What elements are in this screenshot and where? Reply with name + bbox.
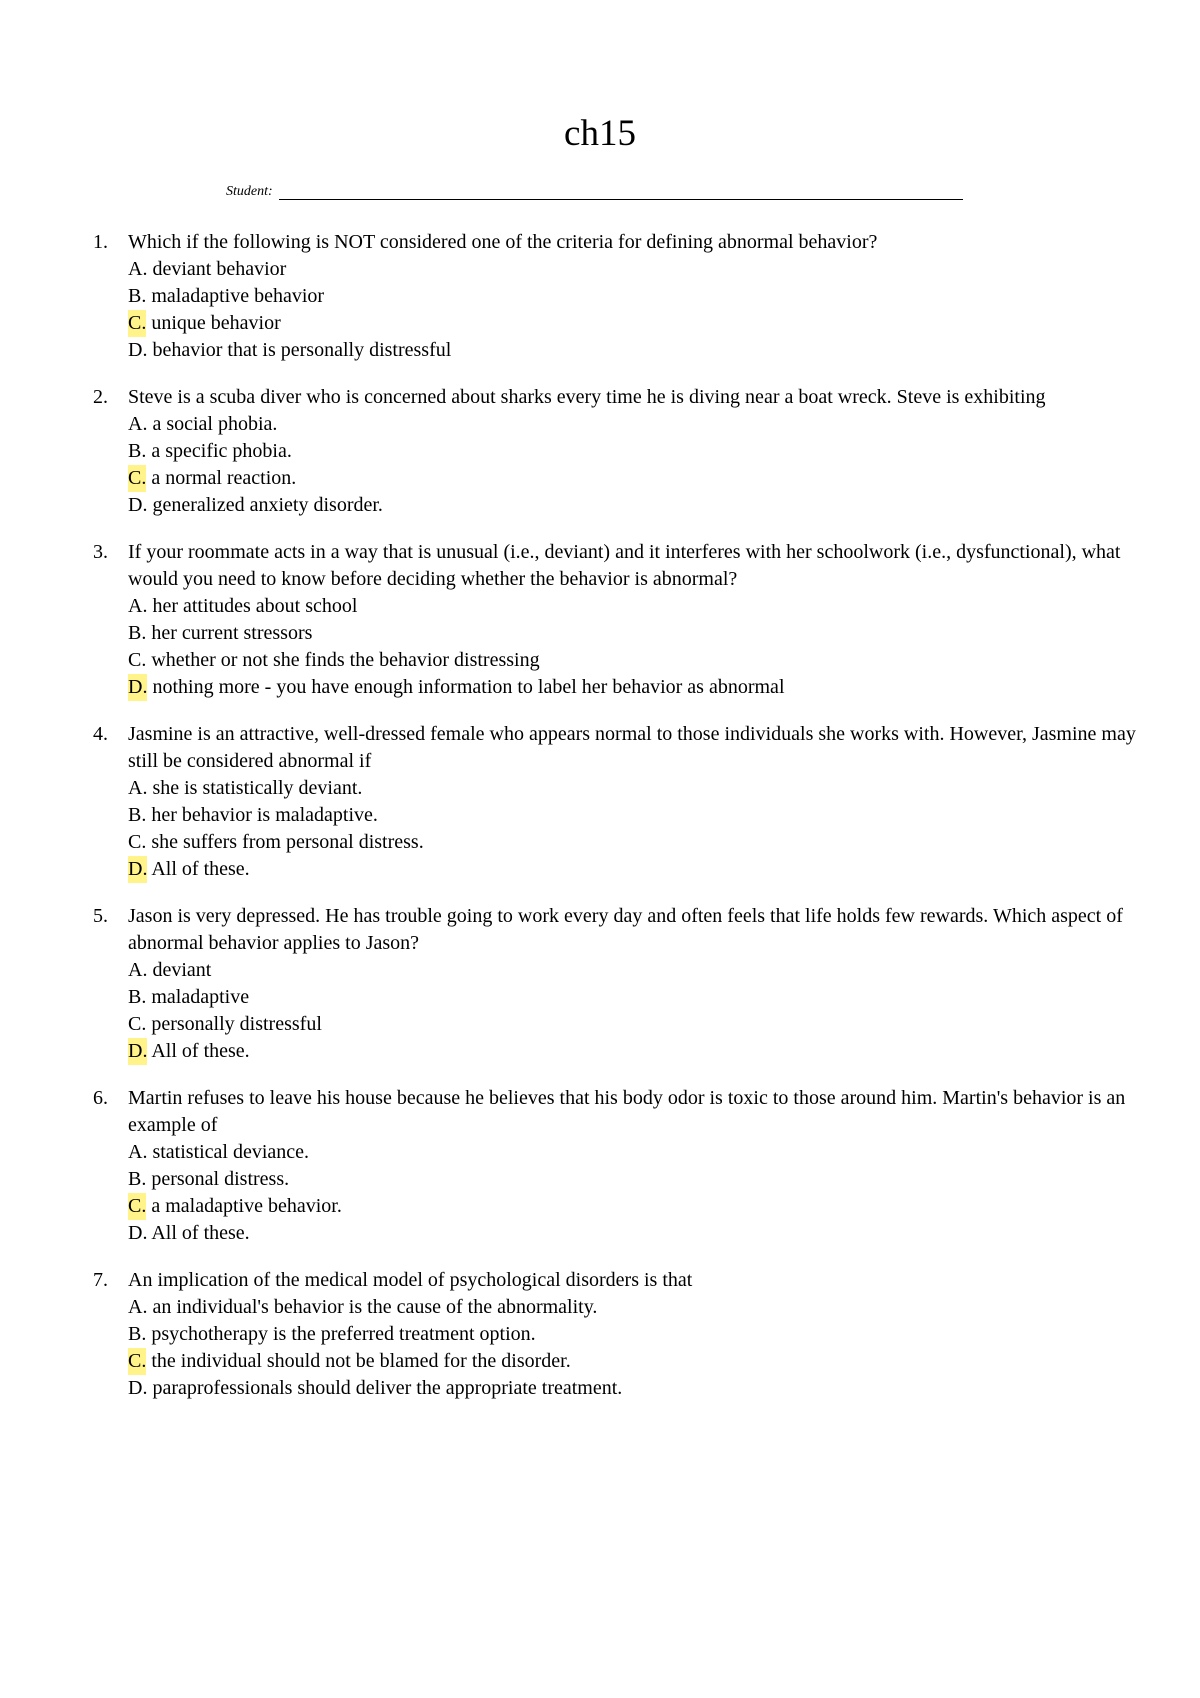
answer-letter: A. [128,1141,148,1163]
question-number: 6. [93,1087,108,1109]
answer-text: All of these. [151,1040,250,1062]
page-title: ch15 [564,113,636,154]
answer-text: All of these. [151,1222,250,1244]
answer-letter: B. [128,1168,147,1190]
answer-text: nothing more - you have enough information to label her behavior as abnormal [152,676,785,698]
question-stem: Steve is a scuba diver who is concerned about sharks every time he is diving near a boat wreck. Steve is exhibiting [128,386,1046,408]
question-stem: Which if the following is NOT considered one of the criteria for defining abnormal behavior? [128,231,878,253]
answer-option [128,1294,1138,1321]
answer-letter: D. [128,1222,148,1244]
question-number: 7. [93,1269,108,1291]
answer-text: an individual's behavior is the cause of the abnormality. [152,1296,598,1318]
answer-text: personally distressful [151,1013,322,1035]
question-body [128,1267,1138,1402]
question-list [60,229,1140,1422]
answer-text: a specific phobia. [151,440,292,462]
answer-option [128,337,1138,364]
answer-option [128,856,1138,883]
student-name-blank[interactable] [279,185,963,200]
question-body [128,903,1138,1065]
answer-letter: B. [128,1323,147,1345]
answer-option [128,1166,1138,1193]
answer-option [128,411,1138,438]
answer-text: the individual should not be blamed for the disorder. [151,1350,571,1372]
answer-option [128,1139,1138,1166]
correct-answer-letter: C. [128,1348,146,1375]
answer-letter: D. [128,1377,148,1399]
answer-text: personal distress. [151,1168,290,1190]
answer-text: she suffers from personal distress. [151,831,424,853]
correct-answer-letter: C. [128,1193,146,1220]
answer-letter: A. [128,258,148,280]
question-number: 3. [93,541,108,563]
answer-text: a normal reaction. [151,467,297,489]
answer-option [128,256,1138,283]
question-stem: Martin refuses to leave his house because he believes that his body odor is toxic to those around him. Martin's behavior is an example of [128,1087,1126,1136]
answer-letter: C. [128,1013,147,1035]
question-body [128,721,1138,883]
question-body [128,229,1138,364]
answer-option [128,1348,1138,1375]
correct-answer-letter: C. [128,465,146,492]
student-name-row [226,184,963,200]
answer-text: her current stressors [151,622,313,644]
answer-letter: D. [128,494,148,516]
answer-option [128,620,1138,647]
answer-text: her behavior is maladaptive. [151,804,378,826]
answer-option [128,593,1138,620]
question-item [60,539,1140,701]
answer-option [128,1375,1138,1402]
answer-text: maladaptive behavior [151,285,325,307]
answer-letter: B. [128,986,147,1008]
answer-letter: A. [128,1296,148,1318]
answer-option [128,1038,1138,1065]
question-item [60,229,1140,364]
answer-letter: A. [128,413,148,435]
answer-option [128,492,1138,519]
question-body [128,384,1138,519]
answer-letter: A. [128,777,148,799]
answer-option [128,829,1138,856]
answer-letter: D. [128,339,148,361]
correct-answer-letter: D. [128,1038,147,1065]
answer-option [128,674,1138,701]
answer-text: a maladaptive behavior. [151,1195,342,1217]
correct-answer-letter: D. [128,674,147,701]
answer-text: she is statistically deviant. [152,777,363,799]
answer-option [128,1011,1138,1038]
answer-text: behavior that is personally distressful [152,339,452,361]
answer-letter: B. [128,285,147,307]
correct-answer-letter: D. [128,856,147,883]
answer-text: generalized anxiety disorder. [152,494,383,516]
answer-option [128,1321,1138,1348]
answer-option [128,1220,1138,1247]
correct-answer-letter: C. [128,310,146,337]
question-item [60,721,1140,883]
question-item [60,1267,1140,1402]
answer-text: maladaptive [151,986,250,1008]
answer-letter: B. [128,622,147,644]
question-item [60,1085,1140,1247]
answer-text: All of these. [151,858,250,880]
answer-text: paraprofessionals should deliver the appropriate treatment. [152,1377,623,1399]
answer-option [128,438,1138,465]
answer-text: her attitudes about school [152,595,358,617]
answer-option [128,1193,1138,1220]
answer-letter: B. [128,804,147,826]
student-label: Student: [226,184,273,199]
question-item [60,903,1140,1065]
answer-letter: A. [128,595,148,617]
question-number: 5. [93,905,108,927]
answer-option [128,957,1138,984]
answer-option [128,283,1138,310]
question-number: 2. [93,386,108,408]
answer-text: unique behavior [151,312,281,334]
answer-text: psychotherapy is the preferred treatment option. [151,1323,536,1345]
question-body [128,1085,1138,1247]
answer-text: deviant [152,959,212,981]
answer-text: statistical deviance. [152,1141,310,1163]
question-stem: Jason is very depressed. He has trouble going to work every day and often feels that life holds few rewards. Which aspect of abnormal behavior applies to Jason? [128,905,1123,954]
answer-letter: C. [128,649,147,671]
answer-option [128,802,1138,829]
question-item [60,384,1140,519]
answer-text: a social phobia. [152,413,278,435]
answer-option [128,310,1138,337]
answer-text: deviant behavior [152,258,287,280]
answer-option [128,984,1138,1011]
answer-option [128,647,1138,674]
answer-text: whether or not she finds the behavior distressing [151,649,540,671]
question-stem: Jasmine is an attractive, well-dressed female who appears normal to those individuals she works with. However, Jasmine may still be considered abnormal if [128,723,1136,772]
question-stem: An implication of the medical model of psychological disorders is that [128,1269,693,1291]
question-number: 1. [93,231,108,253]
answer-letter: C. [128,831,147,853]
question-stem: If your roommate acts in a way that is unusual (i.e., deviant) and it interferes with her schoolwork (i.e., dysfunctional), what would you need to know before deciding whether the behavior is abnormal? [128,541,1121,590]
answer-letter: B. [128,440,147,462]
answer-option [128,465,1138,492]
question-number: 4. [93,723,108,745]
answer-option [128,775,1138,802]
answer-letter: A. [128,959,148,981]
question-body [128,539,1138,701]
